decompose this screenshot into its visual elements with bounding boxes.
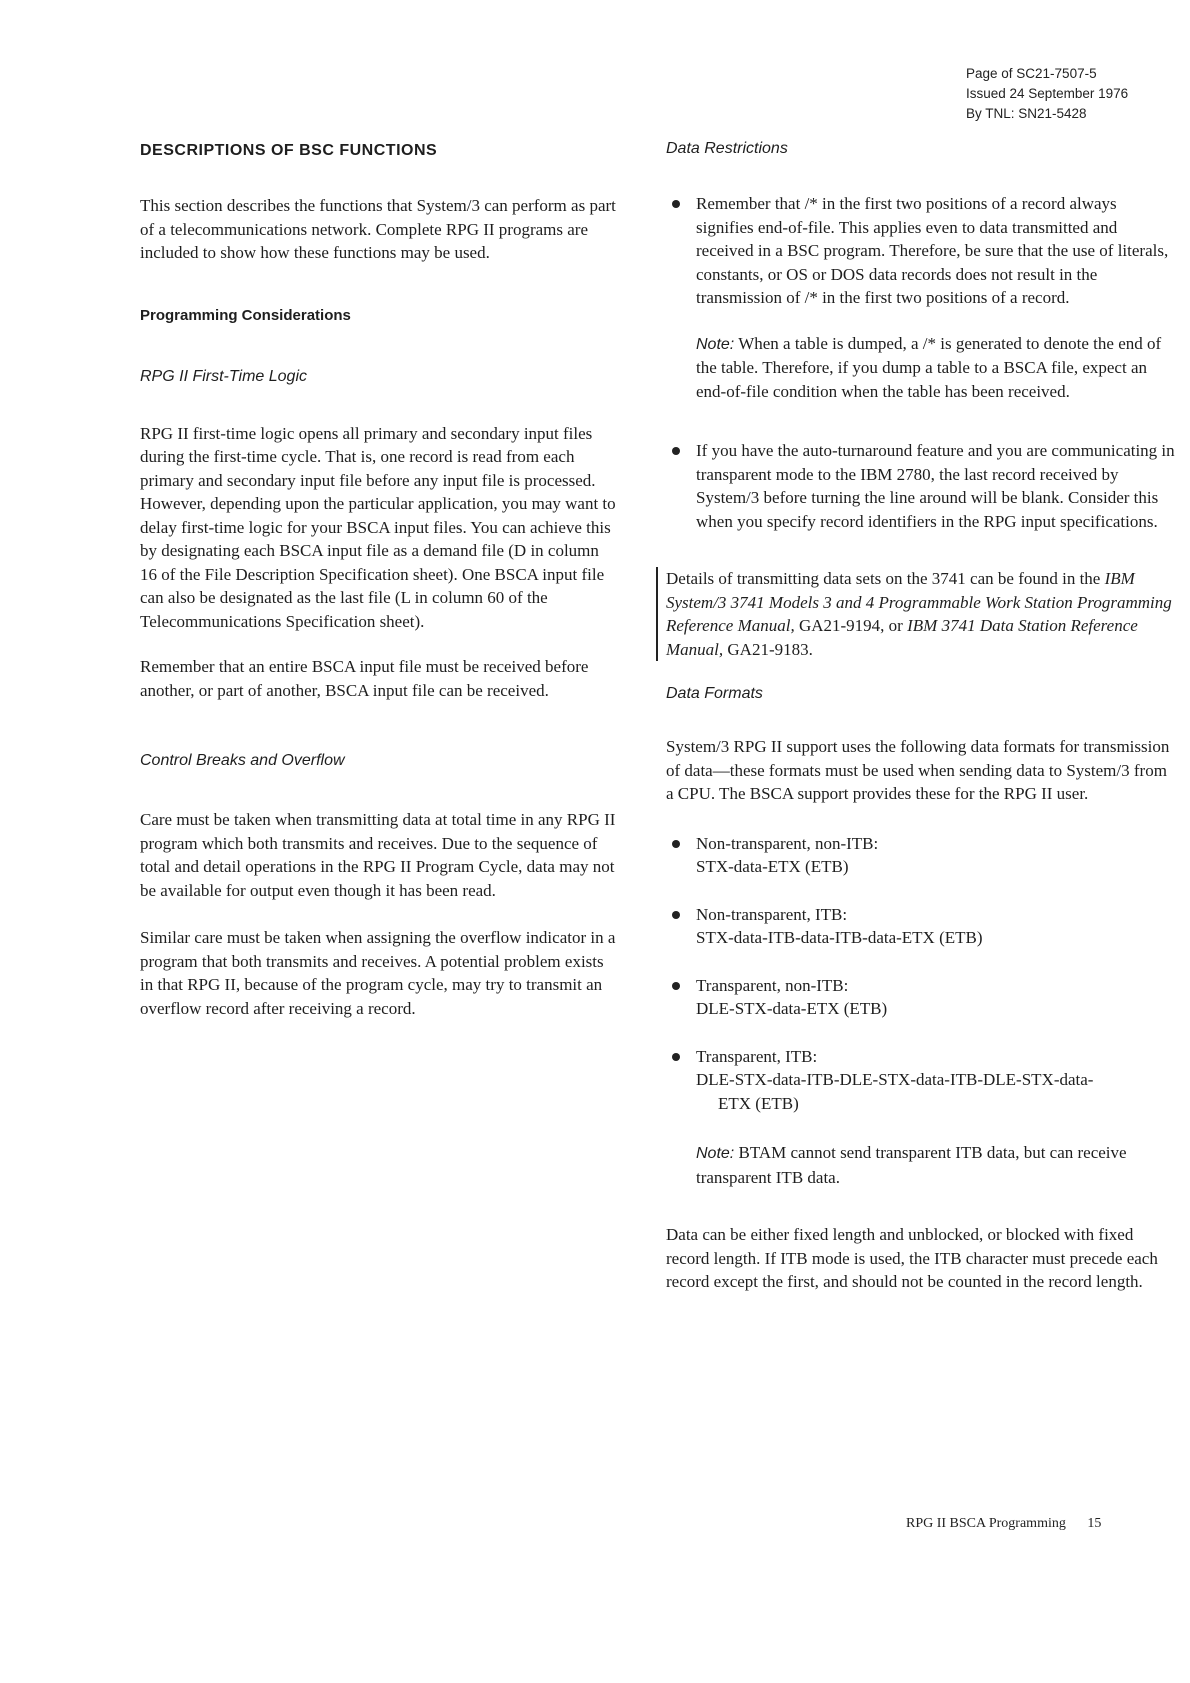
intro-paragraph: This section describes the functions that System/3 can perform as part of a telecommunications network. Complete RPG II programs are included to show how these functions may be used. <box>140 196 616 262</box>
format-value-continued: ETX (ETB) <box>718 1093 799 1113</box>
first-time-logic-paragraph: RPG II first-time logic opens all primary and secondary input files during the first-time cycle. That is, one record is read from each primary and secondary input file before any input file is processed. However, depending upon the particular application, you may want to delay first-time logic for your BSCA input files. You can achieve this by designating each BSCA input file as a demand file (D in column 16 of the File Description Specification sheet). One BSCA input file can also be designated as the last file (L in column 60 of the Telecommunications Specification sheet). <box>140 423 616 631</box>
data-formats-heading: Data Formats <box>666 685 763 702</box>
record-length-paragraph: Data can be either fixed length and unblocked, or blocked with fixed record length. If ITB mode is used, the ITB character must precede each record except the first, and should not be counted in the record length. <box>666 1225 1158 1291</box>
format-value: STX-data-ITB-data-ITB-data-ETX (ETB) <box>696 928 983 947</box>
left-column <box>140 140 620 1020</box>
bullet-icon <box>672 200 680 208</box>
page-header <box>966 64 1128 124</box>
header-line-3: By TNL: SN21-5428 <box>966 106 1087 121</box>
control-breaks-heading: Control Breaks and Overflow <box>140 752 345 769</box>
bullet-icon <box>672 1053 680 1061</box>
format-name: Transparent, ITB: <box>696 1046 818 1066</box>
manual-reference-3741-data-station: IBM 3741 Data Station Reference Manual, <box>666 616 1138 659</box>
details-text: Details of transmitting data sets on the 3741 can be found in the <box>666 569 1105 588</box>
data-restrictions-heading: Data Restrictions <box>666 140 788 157</box>
data-format-item <box>666 1045 1178 1116</box>
bullet-icon <box>672 982 680 990</box>
overflow-paragraph: Similar care must be taken when assigning the overflow indicator in a program that both transmits and receives. A potential problem exists in that RPG II, because of the program cycle, may try to transmit an overflow record after receiving a record. <box>140 928 616 1018</box>
section-title: DESCRIPTIONS OF BSC FUNCTIONS <box>140 142 438 159</box>
format-value: STX-data-ETX (ETB) <box>696 857 849 876</box>
note-label: Note: <box>696 335 735 353</box>
data-format-item <box>666 832 1178 879</box>
control-breaks-paragraph: Care must be taken when transmitting data at total time in any RPG II program which both transmits and receives. Due to the sequence of total and detail operations in the RPG II Program Cycle, data may not be available for output even though it has been read. <box>140 810 616 900</box>
header-line-1: Page of SC21-7507-5 <box>966 66 1097 81</box>
note-text: When a table is dumped, a /* is generated to denote the end of the table. Therefore, if you dump a table to a BSCA file, expect an end-of-file condition when the table has been received. <box>696 333 1162 401</box>
format-name: Non-transparent, ITB: <box>696 904 848 924</box>
page-number: 15 <box>1087 1516 1102 1531</box>
data-formats-intro: System/3 RPG II support uses the following data formats for transmission of data—these formats must be used when sending data to System/3 from a CPU. The BSCA support provides these for the RPG II user. <box>666 737 1170 803</box>
footer-title: RPG II BSCA Programming <box>906 1516 1066 1531</box>
data-format-item <box>666 903 1178 950</box>
bsca-receive-paragraph: Remember that an entire BSCA input file must be received before another, or part of another, BSCA input file can be received. <box>140 657 589 700</box>
note-text: BTAM cannot send transparent ITB data, but can receive transparent ITB data. <box>696 1143 1127 1187</box>
details-text: GA21-9194, or <box>794 616 908 635</box>
details-3741-paragraph <box>666 567 1178 661</box>
bullet-icon <box>672 447 680 455</box>
bullet-icon <box>672 911 680 919</box>
data-format-list <box>666 832 1178 1116</box>
revision-bar <box>656 567 658 661</box>
restriction-item-end-of-file <box>666 192 1178 310</box>
first-time-logic-heading: RPG II First-Time Logic <box>140 367 307 385</box>
manual-reference-3741-models: IBM System/3 3741 Models 3 and 4 Programmable Work Station Programming Reference Manual, <box>666 569 1172 635</box>
header-line-2: Issued 24 September 1976 <box>966 86 1129 101</box>
restriction-item-auto-turnaround <box>666 439 1178 533</box>
details-text: GA21-9183. <box>723 639 813 659</box>
programming-considerations-heading: Programming Considerations <box>140 306 351 324</box>
format-name: Non-transparent, non-ITB: <box>696 833 879 853</box>
format-value: DLE-STX-data-ETX (ETB) <box>696 999 888 1018</box>
format-name: Transparent, non-ITB: <box>696 975 849 995</box>
table-dump-note <box>696 332 1178 404</box>
page-footer <box>906 1516 1101 1532</box>
format-value: DLE-STX-data-ITB-DLE-STX-data-ITB-DLE-STX-data- <box>696 1070 1094 1089</box>
bullet-icon <box>672 840 680 848</box>
restriction-text: If you have the auto-turnaround feature and you are communicating in transparent mode to the IBM 2780, the last record received by System/3 before turning the line around will be blank. Consider this when you specify record identifiers in the RPG input specifications. <box>696 441 1175 531</box>
note-label: Note: <box>696 1145 735 1162</box>
right-column <box>666 140 1178 1294</box>
data-format-item <box>666 974 1178 1021</box>
restriction-text: Remember that /* in the first two positions of a record always signifies end-of-file. This applies even to data transmitted and received in a BSC program. Therefore, be sure that the use of literals, constants, or OS or DOS data records does not result in the transmission of /* in the first two positions of a record. <box>696 194 1169 307</box>
btam-note <box>696 1141 1178 1189</box>
